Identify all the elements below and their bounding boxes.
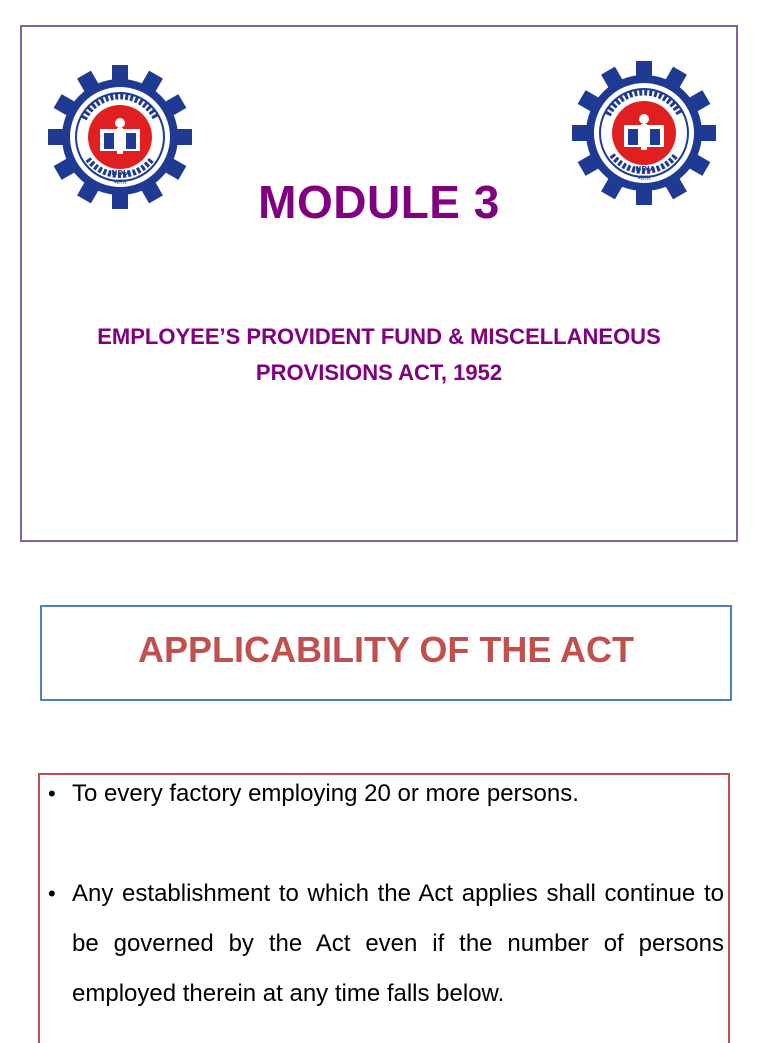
slide-applicability-bullets [38,773,730,1043]
slide-applicability-heading [40,605,732,701]
svg-text:भारत: भारत [637,174,651,182]
list-item [40,769,728,819]
slide-title-module [20,25,738,542]
svg-text:INDIA: INDIA [632,165,656,173]
subtitle-line-1: EMPLOYEE’S PROVIDENT FUND & MISCELLANEOUS [97,324,661,349]
bullet-dot-icon: • [48,881,56,906]
bullet-text: Any establishment to which the Act applies shall continue to be governed by the Act even if the number of persons employed therein at any time falls below. [72,880,724,1007]
bullet-text: To every factory employing 20 or more persons. [72,780,579,807]
act-subtitle [52,319,706,391]
module-title: MODULE 3 [258,176,500,228]
svg-text:INDIA: INDIA [108,169,132,177]
slide-heading: APPLICABILITY OF THE ACT [137,629,634,670]
bullet-dot-icon: • [48,781,56,806]
svg-text:भारत: भारत [113,178,127,186]
subtitle-line-2: PROVISIONS ACT, 1952 [255,360,503,385]
list-item [40,869,728,1019]
